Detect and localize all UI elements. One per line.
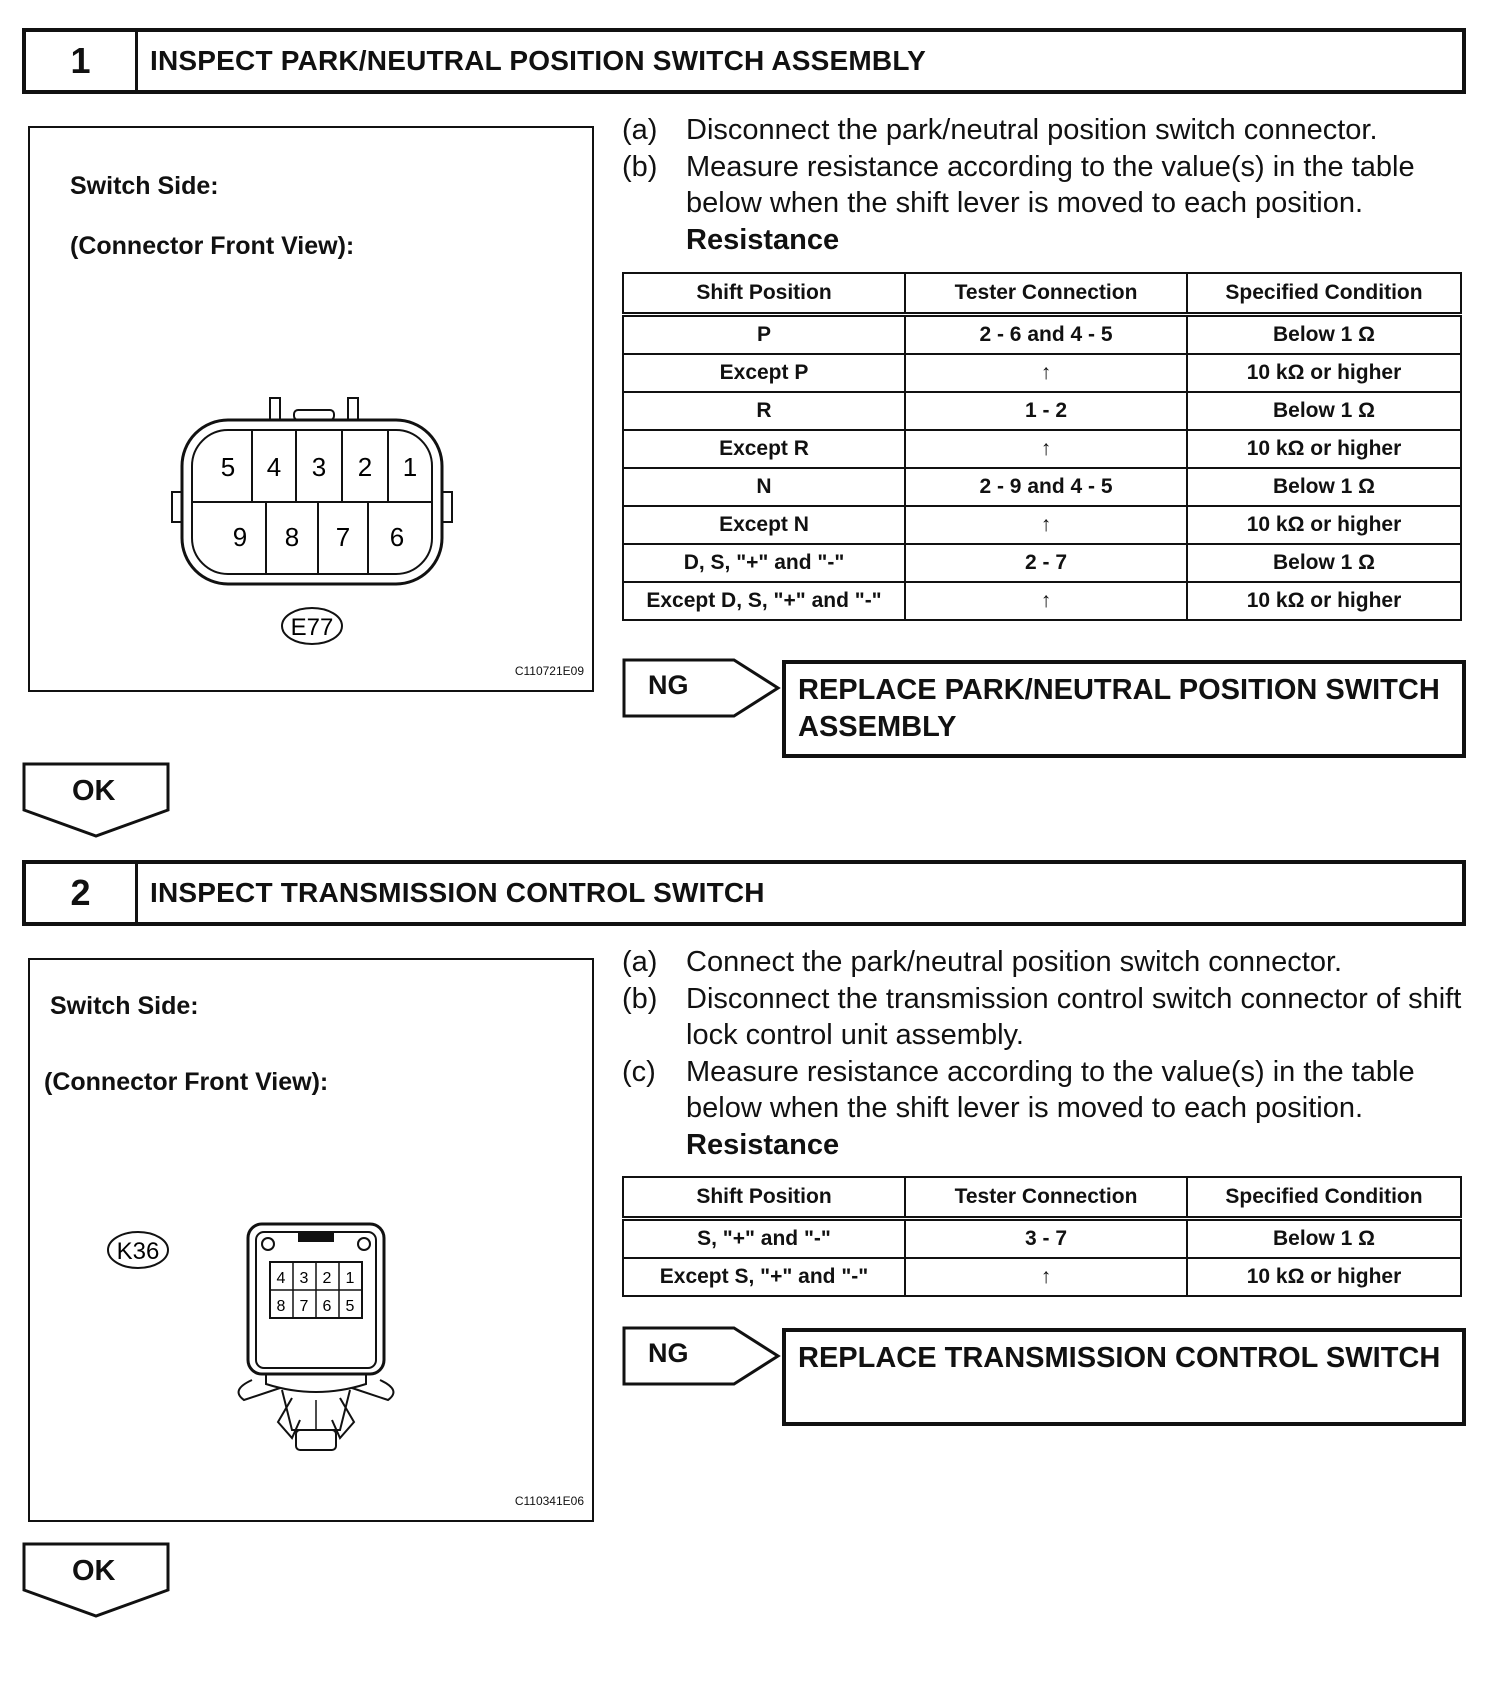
table-cell: R	[623, 392, 905, 430]
column-header: Tester Connection	[905, 273, 1187, 315]
pin-label: 5	[220, 452, 236, 482]
table-header-row	[623, 1177, 1461, 1219]
instruction-text: Disconnect the park/neutral position switch connector.	[686, 114, 1378, 146]
pin-label: 2	[357, 452, 373, 482]
table-cell: 10 kΩ or higher	[1187, 506, 1461, 544]
figure-label-front-view: (Connector Front View):	[70, 232, 355, 260]
figure-label-switch-side: Switch Side:	[70, 172, 219, 200]
figure-code: C110341E06	[514, 1494, 584, 1508]
ng-label: NG	[648, 1338, 689, 1368]
table-cell: ↑	[905, 354, 1187, 392]
table-cell: D, S, "+" and "-"	[623, 544, 905, 582]
column-header: Tester Connection	[905, 1177, 1187, 1219]
ng-label: NG	[648, 670, 689, 700]
figure-label-switch-side: Switch Side:	[50, 992, 199, 1020]
ng-arrow-icon	[622, 658, 782, 718]
table-cell: Except S, "+" and "-"	[623, 1258, 905, 1296]
pin-label: 6	[322, 1298, 332, 1315]
pin-label: 8	[276, 1298, 286, 1315]
connector-id-badge: K36	[116, 1238, 160, 1265]
table-row	[623, 1219, 1461, 1259]
table-row	[623, 506, 1461, 544]
table-cell: Except D, S, "+" and "-"	[623, 582, 905, 620]
instruction-text: Connect the park/neutral position switch connector.	[686, 946, 1343, 978]
figure-code: C110721E09	[514, 664, 584, 678]
step-1-figure	[28, 126, 594, 692]
column-header: Shift Position	[623, 273, 905, 315]
ok-label: OK	[72, 775, 116, 807]
table-cell: Except N	[623, 506, 905, 544]
step-1-resistance-table	[622, 272, 1462, 621]
table-cell: N	[623, 468, 905, 506]
table-cell: 2 - 9 and 4 - 5	[905, 468, 1187, 506]
step-2-resistance-table	[622, 1176, 1462, 1297]
table-cell: 2 - 7	[905, 544, 1187, 582]
table-cell: 10 kΩ or higher	[1187, 430, 1461, 468]
pin-label: 7	[299, 1298, 309, 1315]
table-header-row	[623, 273, 1461, 315]
instruction-letter: (b)	[622, 150, 658, 183]
table-cell: 3 - 7	[905, 1219, 1187, 1259]
pin-label: 2	[322, 1270, 332, 1287]
ng-action-box: REPLACE TRANSMISSION CONTROL SWITCH	[782, 1328, 1466, 1426]
table-cell: Below 1 Ω	[1187, 544, 1461, 582]
instruction-letter: (b)	[622, 982, 658, 1015]
step-title: INSPECT PARK/NEUTRAL POSITION SWITCH ASSEMBLY	[150, 45, 926, 76]
table-row	[623, 430, 1461, 468]
connector-e77-diagram	[30, 128, 596, 694]
instruction-row	[622, 981, 1472, 1054]
table-row	[623, 1258, 1461, 1296]
instruction-row	[622, 944, 1472, 981]
pin-label: 8	[284, 522, 300, 552]
table-row	[623, 582, 1461, 620]
instruction-text: Disconnect the transmission control switch connector of shift lock control unit assembly.	[686, 982, 1462, 1051]
pin-label: 3	[311, 452, 327, 482]
table-cell: 1 - 2	[905, 392, 1187, 430]
step-number: 1	[26, 32, 138, 90]
table-cell: ↑	[905, 582, 1187, 620]
pin-label: 6	[389, 522, 405, 552]
column-header: Specified Condition	[1187, 273, 1461, 315]
table-cell: ↑	[905, 430, 1187, 468]
table-cell: 2 - 6 and 4 - 5	[905, 315, 1187, 355]
instruction-row	[622, 112, 1472, 149]
ok-label: OK	[72, 1555, 116, 1587]
table-row	[623, 468, 1461, 506]
table-cell: Below 1 Ω	[1187, 1219, 1461, 1259]
table-row	[623, 544, 1461, 582]
column-header: Specified Condition	[1187, 1177, 1461, 1219]
instruction-text: Measure resistance according to the value(s) in the table below when the shift lever is moved to each position.	[686, 1055, 1415, 1124]
pin-label: 1	[402, 452, 418, 482]
step-1-header	[22, 28, 1466, 94]
table-row	[623, 354, 1461, 392]
table-row	[623, 392, 1461, 430]
pin-label: 7	[335, 522, 351, 552]
table-cell: 10 kΩ or higher	[1187, 582, 1461, 620]
pin-label: 4	[266, 452, 282, 482]
step-1-instructions	[622, 112, 1472, 258]
table-cell: Below 1 Ω	[1187, 315, 1461, 355]
step-2-instructions	[622, 944, 1472, 1163]
table-cell: ↑	[905, 1258, 1187, 1296]
pin-label: 9	[232, 522, 248, 552]
table-cell: P	[623, 315, 905, 355]
ng-action-box: REPLACE PARK/NEUTRAL POSITION SWITCH ASSEMBLY	[782, 660, 1466, 758]
instruction-row	[622, 149, 1472, 222]
pin-label: 3	[299, 1270, 309, 1287]
instruction-letter: (c)	[622, 1055, 656, 1088]
pin-label: 1	[345, 1270, 355, 1287]
table-cell: Except P	[623, 354, 905, 392]
column-header: Shift Position	[623, 1177, 905, 1219]
table-row	[623, 315, 1461, 355]
step-2-figure	[28, 958, 594, 1522]
table-cell: Below 1 Ω	[1187, 392, 1461, 430]
ng-arrow-icon	[622, 1326, 782, 1386]
table-cell: Except R	[623, 430, 905, 468]
resistance-label: Resistance	[686, 223, 840, 256]
resistance-label: Resistance	[686, 1128, 840, 1161]
instruction-text: Measure resistance according to the value(s) in the table below when the shift lever is moved to each position.	[686, 150, 1415, 219]
pin-label: 4	[276, 1270, 286, 1287]
figure-label-front-view: (Connector Front View):	[44, 1068, 329, 1096]
table-cell: ↑	[905, 506, 1187, 544]
table-cell: 10 kΩ or higher	[1187, 1258, 1461, 1296]
connector-k36-diagram	[30, 960, 596, 1524]
step-title: INSPECT TRANSMISSION CONTROL SWITCH	[150, 877, 765, 908]
pin-label: 5	[345, 1298, 355, 1315]
step-number: 2	[26, 864, 138, 922]
table-cell: S, "+" and "-"	[623, 1219, 905, 1259]
instruction-row	[622, 1054, 1472, 1127]
table-cell: Below 1 Ω	[1187, 468, 1461, 506]
instruction-letter: (a)	[622, 946, 658, 978]
table-cell: 10 kΩ or higher	[1187, 354, 1461, 392]
connector-id-badge: E77	[290, 614, 334, 641]
step-2-header	[22, 860, 1466, 926]
instruction-letter: (a)	[622, 114, 658, 146]
